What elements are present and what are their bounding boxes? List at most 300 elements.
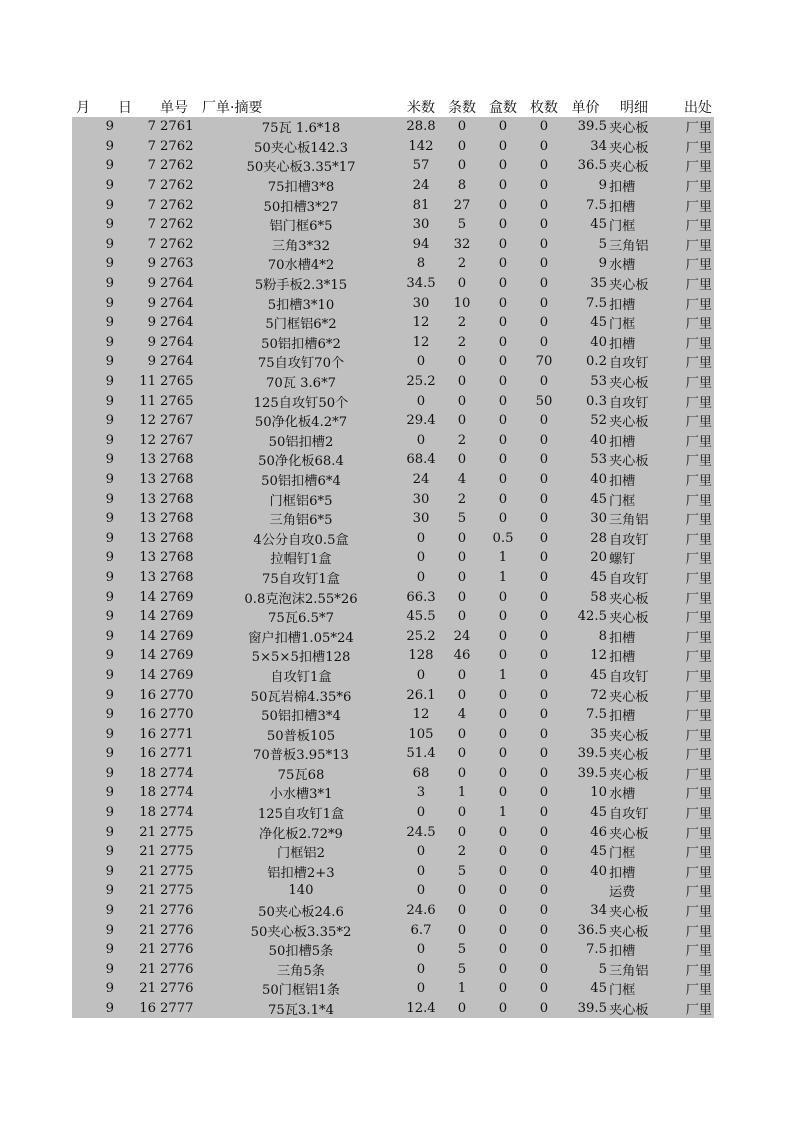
cell-description[interactable]: 125自攻钉1盒 [257,807,345,823]
cell-strips[interactable]: 5 [457,511,467,527]
cell-detail[interactable]: 门框 [609,219,636,235]
cell-day[interactable]: 9 [147,354,156,370]
cell-month[interactable]: 9 [105,844,114,860]
cell-pieces[interactable]: 0 [539,432,549,448]
cell-unit-price[interactable]: 45 [590,981,607,997]
cell-month[interactable]: 9 [105,295,114,311]
cell-origin[interactable]: 厂里 [685,807,712,823]
cell-order-no[interactable]: 2768 [160,511,194,527]
cell-strips[interactable]: 0 [457,119,467,135]
cell-unit-price[interactable]: 53 [590,452,607,468]
cell-origin[interactable]: 厂里 [685,219,712,235]
cell-boxes[interactable]: 0 [498,765,508,781]
cell-meters[interactable]: 12.4 [406,1001,436,1017]
cell-strips[interactable]: 0 [457,805,467,821]
cell-origin[interactable]: 厂里 [685,532,712,548]
cell-strips[interactable]: 0 [457,589,467,605]
cell-description[interactable]: 140 [288,883,314,899]
cell-day[interactable]: 9 [147,256,156,272]
cell-description[interactable]: 50夹心板3.35*2 [250,924,352,940]
cell-unit-price[interactable]: 72 [590,687,607,703]
cell-origin[interactable]: 厂里 [685,513,712,529]
cell-pieces[interactable]: 70 [535,354,553,370]
cell-day[interactable]: 13 [139,530,156,546]
cell-description[interactable]: 铝扣槽2+3 [267,865,335,881]
cell-meters[interactable]: 0 [416,667,426,683]
cell-meters[interactable]: 0 [416,805,426,821]
cell-strips[interactable]: 0 [457,158,467,174]
cell-detail[interactable]: 扣槽 [609,865,636,881]
cell-order-no[interactable]: 2775 [160,824,194,840]
cell-pieces[interactable]: 0 [539,295,549,311]
cell-boxes[interactable]: 0 [498,374,508,390]
cell-pieces[interactable]: 0 [539,785,549,801]
cell-boxes[interactable]: 0 [498,315,508,331]
cell-description[interactable]: 三角5条 [277,963,325,979]
cell-pieces[interactable]: 0 [539,178,549,194]
cell-description[interactable]: 75自攻钉1盒 [262,571,340,587]
cell-detail[interactable]: 夹心板 [609,160,649,176]
cell-detail[interactable]: 夹心板 [609,748,649,764]
cell-meters[interactable]: 8 [416,256,426,272]
cell-unit-price[interactable]: 58 [590,589,607,605]
cell-order-no[interactable]: 2769 [160,628,194,644]
cell-day[interactable]: 13 [139,452,156,468]
table-row[interactable] [72,626,714,646]
cell-meters[interactable]: 68.4 [406,452,436,468]
cell-meters[interactable]: 66.3 [406,589,436,605]
cell-unit-price[interactable]: 9 [598,178,607,194]
table-row[interactable] [72,489,714,509]
cell-origin[interactable]: 厂里 [685,160,712,176]
cell-strips[interactable]: 0 [457,393,467,409]
cell-order-no[interactable]: 2775 [160,883,194,899]
table-row[interactable] [72,862,714,882]
cell-detail[interactable]: 夹心板 [609,767,649,783]
cell-strips[interactable]: 2 [457,844,467,860]
table-row[interactable] [72,901,714,921]
cell-month[interactable]: 9 [105,197,114,213]
cell-day[interactable]: 16 [139,1001,156,1017]
cell-origin[interactable]: 厂里 [685,317,712,333]
cell-origin[interactable]: 厂里 [685,787,712,803]
cell-origin[interactable]: 厂里 [685,846,712,862]
cell-day[interactable]: 16 [139,726,156,742]
cell-boxes[interactable]: 0 [498,158,508,174]
cell-day[interactable]: 21 [139,903,156,919]
cell-strips[interactable]: 0 [457,922,467,938]
cell-pieces[interactable]: 0 [539,315,549,331]
cell-month[interactable]: 9 [105,138,114,154]
cell-detail[interactable]: 夹心板 [609,278,649,294]
cell-day[interactable]: 7 [147,119,156,135]
table-row[interactable] [72,137,714,157]
cell-pieces[interactable]: 0 [539,883,549,899]
table-row[interactable] [72,176,714,196]
cell-boxes[interactable]: 0 [498,119,508,135]
cell-boxes[interactable]: 1 [498,805,508,821]
cell-origin[interactable]: 厂里 [685,258,712,274]
cell-description[interactable]: 50铝扣槽2 [268,434,334,450]
cell-meters[interactable]: 81 [412,197,430,213]
cell-origin[interactable]: 厂里 [685,865,712,881]
cell-day[interactable]: 14 [139,609,156,625]
header-origin[interactable]: 出处 [684,100,712,116]
cell-detail[interactable]: 水槽 [609,258,636,274]
cell-boxes[interactable]: 0 [498,981,508,997]
cell-unit-price[interactable]: 45 [590,217,607,233]
cell-day[interactable]: 21 [139,863,156,879]
cell-month[interactable]: 9 [105,609,114,625]
table-row[interactable] [72,568,714,588]
cell-description[interactable]: 70瓦 3.6*7 [265,376,337,392]
table-row[interactable] [72,156,714,176]
header-unit-price[interactable]: 单价 [571,100,600,116]
cell-day[interactable]: 21 [139,844,156,860]
header-meters[interactable]: 米数 [407,100,435,116]
cell-pieces[interactable]: 50 [535,393,553,409]
cell-order-no[interactable]: 2776 [160,942,194,958]
cell-detail[interactable]: 夹心板 [609,689,649,705]
cell-origin[interactable]: 厂里 [685,454,712,470]
cell-description[interactable]: 门框铝6*5 [269,493,333,509]
cell-boxes[interactable]: 0 [498,883,508,899]
cell-description[interactable]: 50铝扣槽6*4 [261,473,341,489]
cell-boxes[interactable]: 0 [498,903,508,919]
cell-order-no[interactable]: 2776 [160,903,194,919]
table-row[interactable] [72,783,714,803]
cell-day[interactable]: 9 [147,295,156,311]
cell-meters[interactable]: 105 [408,726,434,742]
cell-meters[interactable]: 3 [416,785,426,801]
cell-month[interactable]: 9 [105,393,114,409]
cell-day[interactable]: 11 [139,374,156,390]
cell-boxes[interactable]: 0 [498,178,508,194]
cell-day[interactable]: 16 [139,687,156,703]
cell-month[interactable]: 9 [105,256,114,272]
cell-pieces[interactable]: 0 [539,569,549,585]
cell-unit-price[interactable]: 45 [590,667,607,683]
cell-origin[interactable]: 厂里 [685,591,712,607]
cell-description[interactable]: 50铝扣槽3*4 [261,709,341,725]
cell-boxes[interactable]: 0 [498,491,508,507]
cell-boxes[interactable]: 0 [498,236,508,252]
cell-meters[interactable]: 0 [416,569,426,585]
cell-origin[interactable]: 厂里 [685,140,712,156]
cell-order-no[interactable]: 2775 [160,844,194,860]
cell-unit-price[interactable]: 36.5 [577,158,607,174]
cell-order-no[interactable]: 2769 [160,667,194,683]
table-row[interactable] [72,881,714,901]
cell-month[interactable]: 9 [105,334,114,350]
cell-month[interactable]: 9 [105,785,114,801]
table-row[interactable] [72,509,714,529]
cell-month[interactable]: 9 [105,276,114,292]
cell-boxes[interactable]: 0.5 [492,530,514,546]
cell-order-no[interactable]: 2765 [160,393,194,409]
table-row[interactable] [72,391,714,411]
cell-pieces[interactable]: 0 [539,334,549,350]
cell-strips[interactable]: 0 [457,452,467,468]
cell-day[interactable]: 7 [147,178,156,194]
cell-strips[interactable]: 0 [457,569,467,585]
cell-unit-price[interactable]: 30 [590,511,607,527]
cell-boxes[interactable]: 0 [498,413,508,429]
cell-meters[interactable]: 142 [408,138,434,154]
table-row[interactable] [72,587,714,607]
cell-unit-price[interactable]: 52 [590,413,607,429]
table-row[interactable] [72,333,714,353]
cell-unit-price[interactable]: 45 [590,491,607,507]
cell-description[interactable]: 自攻钉1盒 [270,669,332,685]
cell-detail[interactable]: 夹心板 [609,1003,649,1019]
cell-description[interactable]: 三角铝6*5 [269,513,333,529]
cell-strips[interactable]: 0 [457,138,467,154]
cell-description[interactable]: 75瓦 1.6*18 [261,121,341,137]
cell-day[interactable]: 21 [139,922,156,938]
cell-day[interactable]: 9 [147,276,156,292]
cell-pieces[interactable]: 0 [539,589,549,605]
cell-month[interactable]: 9 [105,648,114,664]
cell-strips[interactable]: 0 [457,824,467,840]
cell-boxes[interactable]: 0 [498,746,508,762]
cell-detail[interactable]: 运费 [609,885,636,901]
cell-origin[interactable]: 厂里 [685,983,712,999]
cell-boxes[interactable]: 0 [498,432,508,448]
cell-meters[interactable]: 25.2 [406,628,436,644]
cell-pieces[interactable]: 0 [539,197,549,213]
cell-origin[interactable]: 厂里 [685,885,712,901]
cell-strips[interactable]: 8 [457,178,467,194]
table-row[interactable] [72,352,714,372]
cell-strips[interactable]: 5 [457,863,467,879]
cell-order-no[interactable]: 2762 [160,158,194,174]
cell-pieces[interactable]: 0 [539,413,549,429]
cell-meters[interactable]: 94 [412,236,430,252]
cell-boxes[interactable]: 0 [498,785,508,801]
cell-origin[interactable]: 厂里 [685,1003,712,1019]
cell-unit-price[interactable]: 5 [598,961,607,977]
cell-month[interactable]: 9 [105,491,114,507]
cell-month[interactable]: 9 [105,765,114,781]
cell-description[interactable]: 50扣槽3*27 [263,199,339,215]
cell-day[interactable]: 14 [139,648,156,664]
header-day[interactable]: 日 [118,100,132,116]
cell-order-no[interactable]: 2763 [160,256,194,272]
cell-description[interactable]: 50瓦岩棉4.35*6 [250,689,352,705]
cell-month[interactable]: 9 [105,413,114,429]
cell-meters[interactable]: 12 [412,315,430,331]
cell-origin[interactable]: 厂里 [685,415,712,431]
cell-order-no[interactable]: 2776 [160,922,194,938]
cell-unit-price[interactable]: 36.5 [577,922,607,938]
cell-meters[interactable]: 0 [416,530,426,546]
cell-month[interactable]: 9 [105,667,114,683]
cell-pieces[interactable]: 0 [539,119,549,135]
cell-unit-price[interactable]: 7.5 [586,942,607,958]
cell-detail[interactable]: 夹心板 [609,415,649,431]
cell-day[interactable]: 11 [139,393,156,409]
cell-day[interactable]: 14 [139,589,156,605]
cell-detail[interactable]: 夹心板 [609,728,649,744]
cell-unit-price[interactable]: 53 [590,374,607,390]
cell-strips[interactable]: 0 [457,413,467,429]
cell-description[interactable]: 50铝扣槽6*2 [261,336,341,352]
cell-description[interactable]: 75扣槽3*8 [267,180,335,196]
cell-pieces[interactable]: 0 [539,903,549,919]
cell-detail[interactable]: 自攻钉 [609,807,649,823]
cell-origin[interactable]: 厂里 [685,473,712,489]
cell-meters[interactable]: 30 [412,217,430,233]
cell-meters[interactable]: 24.5 [406,824,436,840]
cell-origin[interactable]: 厂里 [685,199,712,215]
cell-month[interactable]: 9 [105,315,114,331]
cell-origin[interactable]: 厂里 [685,376,712,392]
cell-day[interactable]: 13 [139,511,156,527]
cell-order-no[interactable]: 2777 [160,1001,194,1017]
cell-order-no[interactable]: 2769 [160,648,194,664]
cell-meters[interactable]: 57 [412,158,430,174]
cell-pieces[interactable]: 0 [539,276,549,292]
cell-pieces[interactable]: 0 [539,863,549,879]
cell-pieces[interactable]: 0 [539,628,549,644]
cell-boxes[interactable]: 0 [498,295,508,311]
cell-order-no[interactable]: 2776 [160,961,194,977]
table-row[interactable] [72,254,714,274]
table-row[interactable] [72,764,714,784]
cell-detail[interactable]: 扣槽 [609,473,636,489]
cell-origin[interactable]: 厂里 [685,395,712,411]
cell-origin[interactable]: 厂里 [685,944,712,960]
cell-meters[interactable]: 24 [412,178,430,194]
cell-detail[interactable]: 扣槽 [609,630,636,646]
cell-month[interactable]: 9 [105,178,114,194]
cell-unit-price[interactable]: 39.5 [577,746,607,762]
cell-unit-price[interactable]: 45 [590,805,607,821]
cell-pieces[interactable]: 0 [539,687,549,703]
cell-description[interactable]: 5粉手板2.3*15 [254,278,348,294]
cell-meters[interactable]: 6.7 [410,922,432,938]
cell-description[interactable]: 50夹心板24.6 [258,905,344,921]
header-pieces[interactable]: 枚数 [530,100,558,116]
cell-day[interactable]: 7 [147,138,156,154]
cell-pieces[interactable]: 0 [539,138,549,154]
cell-month[interactable]: 9 [105,628,114,644]
cell-pieces[interactable]: 0 [539,922,549,938]
cell-pieces[interactable]: 0 [539,491,549,507]
cell-day[interactable]: 9 [147,334,156,350]
cell-description[interactable]: 70普板3.95*13 [253,748,349,764]
header-factory-desc[interactable]: 厂单·摘要 [202,100,263,116]
cell-origin[interactable]: 厂里 [685,689,712,705]
cell-meters[interactable]: 25.2 [406,374,436,390]
cell-strips[interactable]: 24 [453,628,471,644]
cell-boxes[interactable]: 0 [498,609,508,625]
table-row[interactable] [72,313,714,333]
cell-month[interactable]: 9 [105,903,114,919]
cell-origin[interactable]: 厂里 [685,278,712,294]
cell-detail[interactable]: 三角铝 [609,238,649,254]
cell-origin[interactable]: 厂里 [685,630,712,646]
cell-month[interactable]: 9 [105,158,114,174]
cell-detail[interactable]: 螺钉 [609,552,636,568]
cell-origin[interactable]: 厂里 [685,826,712,842]
cell-unit-price[interactable]: 7.5 [586,295,607,311]
cell-pieces[interactable]: 0 [539,667,549,683]
cell-strips[interactable]: 0 [457,765,467,781]
cell-description[interactable]: 净化板2.72*9 [259,826,343,842]
cell-description[interactable]: 0.8克泡沫2.55*26 [244,591,358,607]
cell-month[interactable]: 9 [105,550,114,566]
cell-month[interactable]: 9 [105,824,114,840]
cell-meters[interactable]: 12 [412,334,430,350]
header-detail[interactable]: 明细 [620,100,648,116]
cell-month[interactable]: 9 [105,942,114,958]
cell-boxes[interactable]: 0 [498,354,508,370]
cell-description[interactable]: 75瓦3.1*4 [268,1003,334,1019]
cell-order-no[interactable]: 2762 [160,236,194,252]
cell-order-no[interactable]: 2764 [160,295,194,311]
cell-detail[interactable]: 水槽 [609,787,636,803]
cell-unit-price[interactable]: 40 [590,863,607,879]
cell-month[interactable]: 9 [105,236,114,252]
cell-order-no[interactable]: 2764 [160,276,194,292]
cell-detail[interactable]: 夹心板 [609,826,649,842]
cell-order-no[interactable]: 2768 [160,471,194,487]
cell-strips[interactable]: 0 [457,550,467,566]
cell-origin[interactable]: 厂里 [685,297,712,313]
cell-meters[interactable]: 0 [416,432,426,448]
cell-meters[interactable]: 24.6 [406,903,436,919]
cell-month[interactable]: 9 [105,511,114,527]
cell-unit-price[interactable]: 10 [590,785,607,801]
cell-meters[interactable]: 0 [416,354,426,370]
cell-order-no[interactable]: 2767 [160,413,194,429]
cell-order-no[interactable]: 2774 [160,805,194,821]
cell-unit-price[interactable]: 39.5 [577,119,607,135]
cell-strips[interactable]: 32 [453,236,471,252]
cell-month[interactable]: 9 [105,981,114,997]
cell-origin[interactable]: 厂里 [685,356,712,372]
table-row[interactable] [72,411,714,431]
cell-meters[interactable]: 26.1 [406,687,436,703]
cell-detail[interactable]: 夹心板 [609,140,649,156]
cell-day[interactable]: 12 [139,413,156,429]
cell-month[interactable]: 9 [105,805,114,821]
cell-order-no[interactable]: 2762 [160,217,194,233]
cell-boxes[interactable]: 0 [498,1001,508,1017]
table-row[interactable] [72,235,714,255]
table-row[interactable] [72,195,714,215]
table-row[interactable] [72,470,714,490]
table-row[interactable] [72,431,714,451]
cell-unit-price[interactable]: 0.2 [586,354,607,370]
cell-description[interactable]: 75瓦68 [277,767,325,783]
cell-month[interactable]: 9 [105,119,114,135]
cell-strips[interactable]: 1 [457,785,467,801]
cell-detail[interactable]: 夹心板 [609,905,649,921]
cell-unit-price[interactable]: 40 [590,471,607,487]
cell-month[interactable]: 9 [105,530,114,546]
table-row[interactable] [72,685,714,705]
cell-pieces[interactable]: 0 [539,471,549,487]
cell-month[interactable]: 9 [105,569,114,585]
cell-description[interactable]: 小水槽3*1 [269,787,333,803]
cell-detail[interactable]: 夹心板 [609,611,649,627]
cell-strips[interactable]: 0 [457,354,467,370]
cell-unit-price[interactable]: 35 [590,726,607,742]
cell-strips[interactable]: 2 [457,432,467,448]
